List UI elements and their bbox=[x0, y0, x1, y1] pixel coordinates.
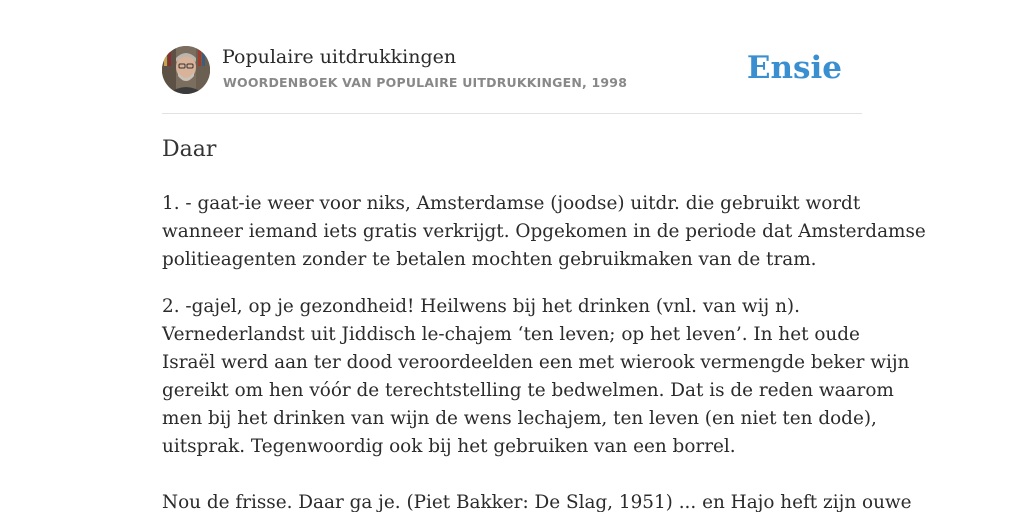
quote-paragraph bbox=[162, 489, 912, 512]
quote-line: Nou de frisse. Daar ga je. (Piet Bakker: De Slag, 1951) ... en Hajo heft zijn ouwe bbox=[162, 492, 912, 512]
entry-title: Daar bbox=[162, 137, 217, 162]
entry-header bbox=[162, 46, 862, 96]
source-subtitle: WOORDENBOEK VAN POPULAIRE UITDRUKKINGEN, 1998 bbox=[223, 75, 628, 90]
definition-line: uitsprak. Tegenwoordig ook bij het gebruiken van een borrel. bbox=[162, 436, 736, 457]
definition-line: gereikt om hen vóór de terechtstelling te bedwelmen. Dat is de reden waarom bbox=[162, 380, 894, 401]
definition-line: Israël werd aan ter dood veroordeelden een met wierook vermengde beker wijn bbox=[162, 352, 910, 373]
definition-line: men bij het drinken van wijn de wens lechajem, ten leven (en niet ten dode), bbox=[162, 408, 877, 429]
entry-body bbox=[162, 190, 926, 512]
definition-2 bbox=[162, 293, 910, 461]
source-title[interactable]: Populaire uitdrukkingen bbox=[222, 46, 457, 68]
avatar-portrait-icon bbox=[162, 46, 210, 94]
definition-line: Vernederlandst uit Jiddisch le-chajem ‘ten leven; op het leven’. In het oude bbox=[162, 324, 860, 345]
header-divider bbox=[162, 113, 862, 114]
definition-line: 2. -gajel, op je gezondheid! Heilwens bij het drinken (vnl. van wij n). bbox=[162, 296, 800, 317]
ensie-logo-link[interactable]: Ensie bbox=[746, 50, 842, 86]
author-avatar[interactable] bbox=[162, 46, 210, 94]
definition-1 bbox=[162, 190, 926, 274]
definition-line: wanneer iemand iets gratis verkrijgt. Opgekomen in de periode dat Amsterdamse bbox=[162, 221, 926, 242]
definition-line: 1. - gaat-ie weer voor niks, Amsterdamse (joodse) uitdr. die gebruikt wordt bbox=[162, 193, 861, 214]
definition-line: politieagenten zonder te betalen mochten gebruikmaken van de tram. bbox=[162, 249, 817, 270]
